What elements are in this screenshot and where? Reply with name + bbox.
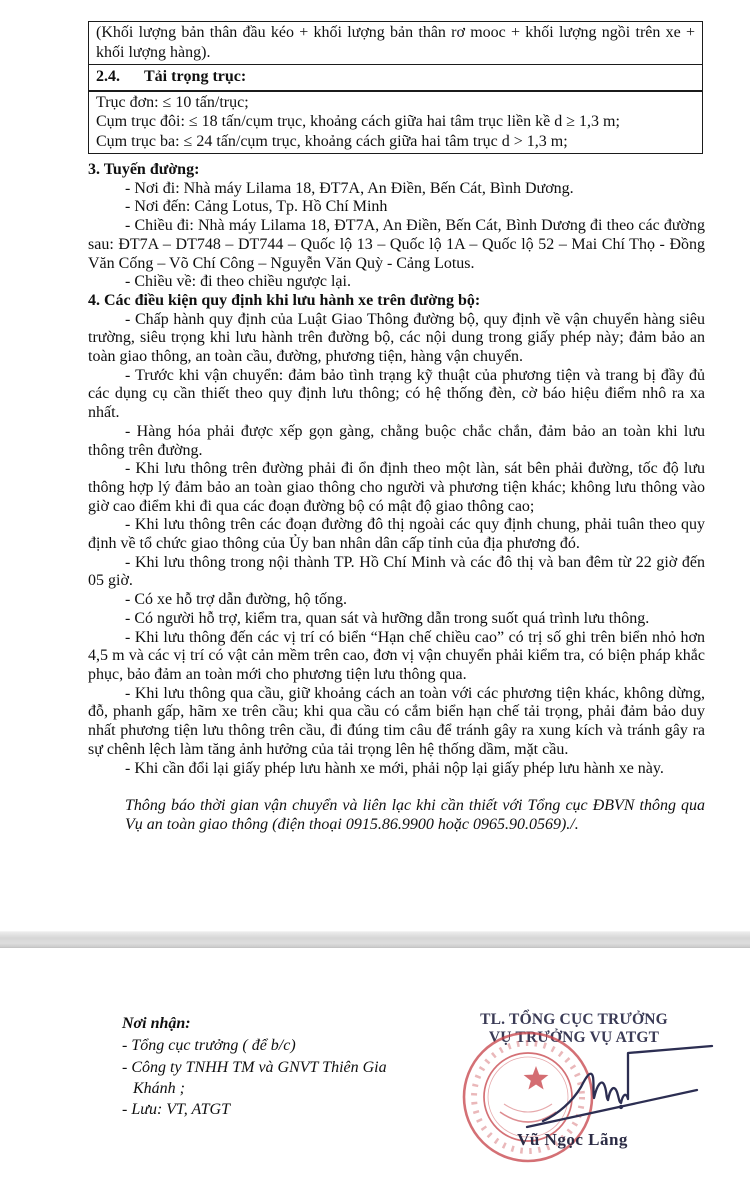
signature	[527, 1046, 712, 1127]
contact-note: Thông báo thời gian vận chuyển và liên lạc khi cần thiết với Tổng cục ĐBVN thông qua Vụ an toàn giao thông (điện thoại 0915.86.9900 hoặc 0965.90.0569)./.	[125, 797, 705, 833]
axle-load-line: Cụm trục ba: ≤ 24 tấn/cụm trục, khoảng cách giữa hai tâm trục d > 1,3 m;	[96, 132, 568, 150]
axle-load-line: Trục đơn: ≤ 10 tấn/trục;	[96, 93, 249, 111]
signer-role-line2: VỤ TRƯỞNG VỤ ATGT	[488, 1028, 660, 1046]
section4-title: 4. Các điều kiện quy định khi lưu hành xe trên đường bộ:	[88, 291, 481, 309]
route-paragraph: - Chiều về: đi theo chiều ngược lại.	[125, 273, 351, 291]
condition-paragraph: - Khi lưu thông trên các đoạn đường đô thị ngoài các quy định chung, phải tuân theo quy định về tổ chức giao thông của Ủy ban nhân dân cấp tỉnh của địa phương đó.	[88, 516, 705, 553]
stamp-and-signature	[430, 1018, 730, 1178]
route-paragraph: - Nơi đến: Cảng Lotus, Tp. Hồ Chí Minh	[125, 198, 388, 216]
route-paragraph: - Nơi đi: Nhà máy Lilama 18, ĐT7A, An Điền, Bến Cát, Bình Dương.	[125, 179, 574, 197]
recipients-list	[122, 1035, 422, 1120]
section3-content	[88, 180, 705, 292]
recipient-line: - Lưu: VT, ATGT	[122, 1101, 231, 1119]
condition-paragraph: - Hàng hóa phải được xếp gọn gàng, chằng buộc chắc chắn, đảm bảo an toàn khi lưu thông trên đường.	[88, 422, 705, 459]
table-row-axle-load-values	[89, 92, 702, 154]
route-paragraph: - Chiều đi: Nhà máy Lilama 18, ĐT7A, An Điền, Bến Cát, Bình Dương đi theo các đường sau: ĐT7A – DT748 – DT744 – Quốc lộ 13 – Quốc lộ 1A – Quốc lộ 52 – Mai Chí Thọ - Đồng Văn Cống – Võ Chí Công – Nguyễn Văn Quỳ - Cảng Lotus.	[88, 217, 705, 272]
section-label: Tải trọng trục:	[144, 68, 247, 85]
signer-role-line1: TL. TỔNG CỤC TRƯỞNG	[480, 1011, 668, 1028]
axle-load-line: Cụm trục đôi: ≤ 18 tấn/cụm trục, khoảng cách giữa hai tâm trục liền kề d ≥ 1,3 m;	[96, 113, 620, 130]
condition-paragraph: - Khi cần đổi lại giấy phép lưu hành xe mới, phải nộp lại giấy phép lưu hành xe này.	[125, 759, 664, 777]
condition-paragraph: - Khi lưu thông trên đường phải đi ổn định theo một làn, sát bên phải đường, tốc độ lưu thông hợp lý đảm bảo an toàn giao thông cho người và phương tiện khác; không lưu thông vào giờ cao điểm khi đi qua các đoạn đường bộ có mật độ giao thông cao;	[88, 460, 705, 515]
recipient-line: - Tổng cục trưởng ( để b/c)	[122, 1037, 296, 1055]
recipients-title: Nơi nhận:	[122, 1015, 191, 1032]
axle-load-table	[88, 21, 703, 154]
section3-title: 3. Tuyến đường:	[88, 161, 200, 178]
condition-paragraph: - Có người hỗ trợ, kiểm tra, quan sát và hưỡng dẫn trong suốt quá trình lưu thông.	[125, 609, 650, 627]
recipient-line: Khánh ;	[133, 1079, 185, 1097]
document-body	[88, 161, 705, 835]
condition-paragraph: - Có xe hỗ trợ dẫn đường, hộ tống.	[125, 591, 348, 609]
signer-name: Vũ Ngọc Lãng	[517, 1130, 628, 1149]
section-number: 2.4.	[96, 68, 120, 85]
section4-content	[88, 311, 705, 779]
condition-paragraph: - Chấp hành quy định của Luật Giao Thông đường bộ, quy định về vận chuyển hàng siêu trường, siêu trọng khi lưu hành trên đường bộ, các nội dung trong giấy phép này; đảm bảo an toàn giao thông, an toàn cầu, đường, phương tiện, hàng vận chuyển.	[88, 310, 705, 366]
condition-paragraph: - Khi lưu thông qua cầu, giữ khoảng cách an toàn với các phương tiện khác, không dừng, đỗ, phanh gấp, hãm xe trên cầu; khi qua cầu có cắm biển hạn chế tải trọng, phải đảm bảo duy nhất phương tiện lưu thông trên cầu, đi đúng tim câu để tránh gây ra xung kích và tránh gây ra sự chênh lệch làm tăng ảnh hưởng của tải trọng lên hệ thống dầm, mặt cầu.	[88, 684, 705, 758]
condition-paragraph: - Khi lưu thông đến các vị trí có biển “Hạn chế chiều cao” có trị số ghi trên biển nhỏ hơn 4,5 m và các vị trí có vật cản mềm trên cao, đơn vị vận chuyển phải kiểm tra, có biện pháp khắc phục, bảo đảm an toàn mới cho phương tiện lưu thông qua.	[88, 628, 705, 683]
condition-paragraph: - Khi lưu thông trong nội thành TP. Hồ Chí Minh và các đô thị và ban đêm từ 22 giờ đến 05 giờ.	[88, 553, 705, 590]
stamp-star-icon	[524, 1066, 549, 1090]
condition-paragraph: - Trước khi vận chuyển: đảm bảo tình trạng kỹ thuật của phương tiện và trang bị đầy đủ các dụng cụ cần thiết theo quy định lưu thông; có hệ thống đèn, cờ báo hiệu điểm nhô ra xa nhất.	[88, 366, 705, 422]
table-row-vehicle-mass-note: (Khối lượng bản thân đầu kéo + khối lượng bản thân rơ mooc + khối lượng ngồi trên xe + khối lượng hàng).	[89, 22, 702, 65]
page-separator	[0, 931, 750, 948]
recipient-line: - Công ty TNHH TM và GNVT Thiên Gia	[122, 1058, 387, 1076]
table-row-axle-load-heading	[89, 65, 702, 92]
recipients-block	[122, 1013, 422, 1120]
